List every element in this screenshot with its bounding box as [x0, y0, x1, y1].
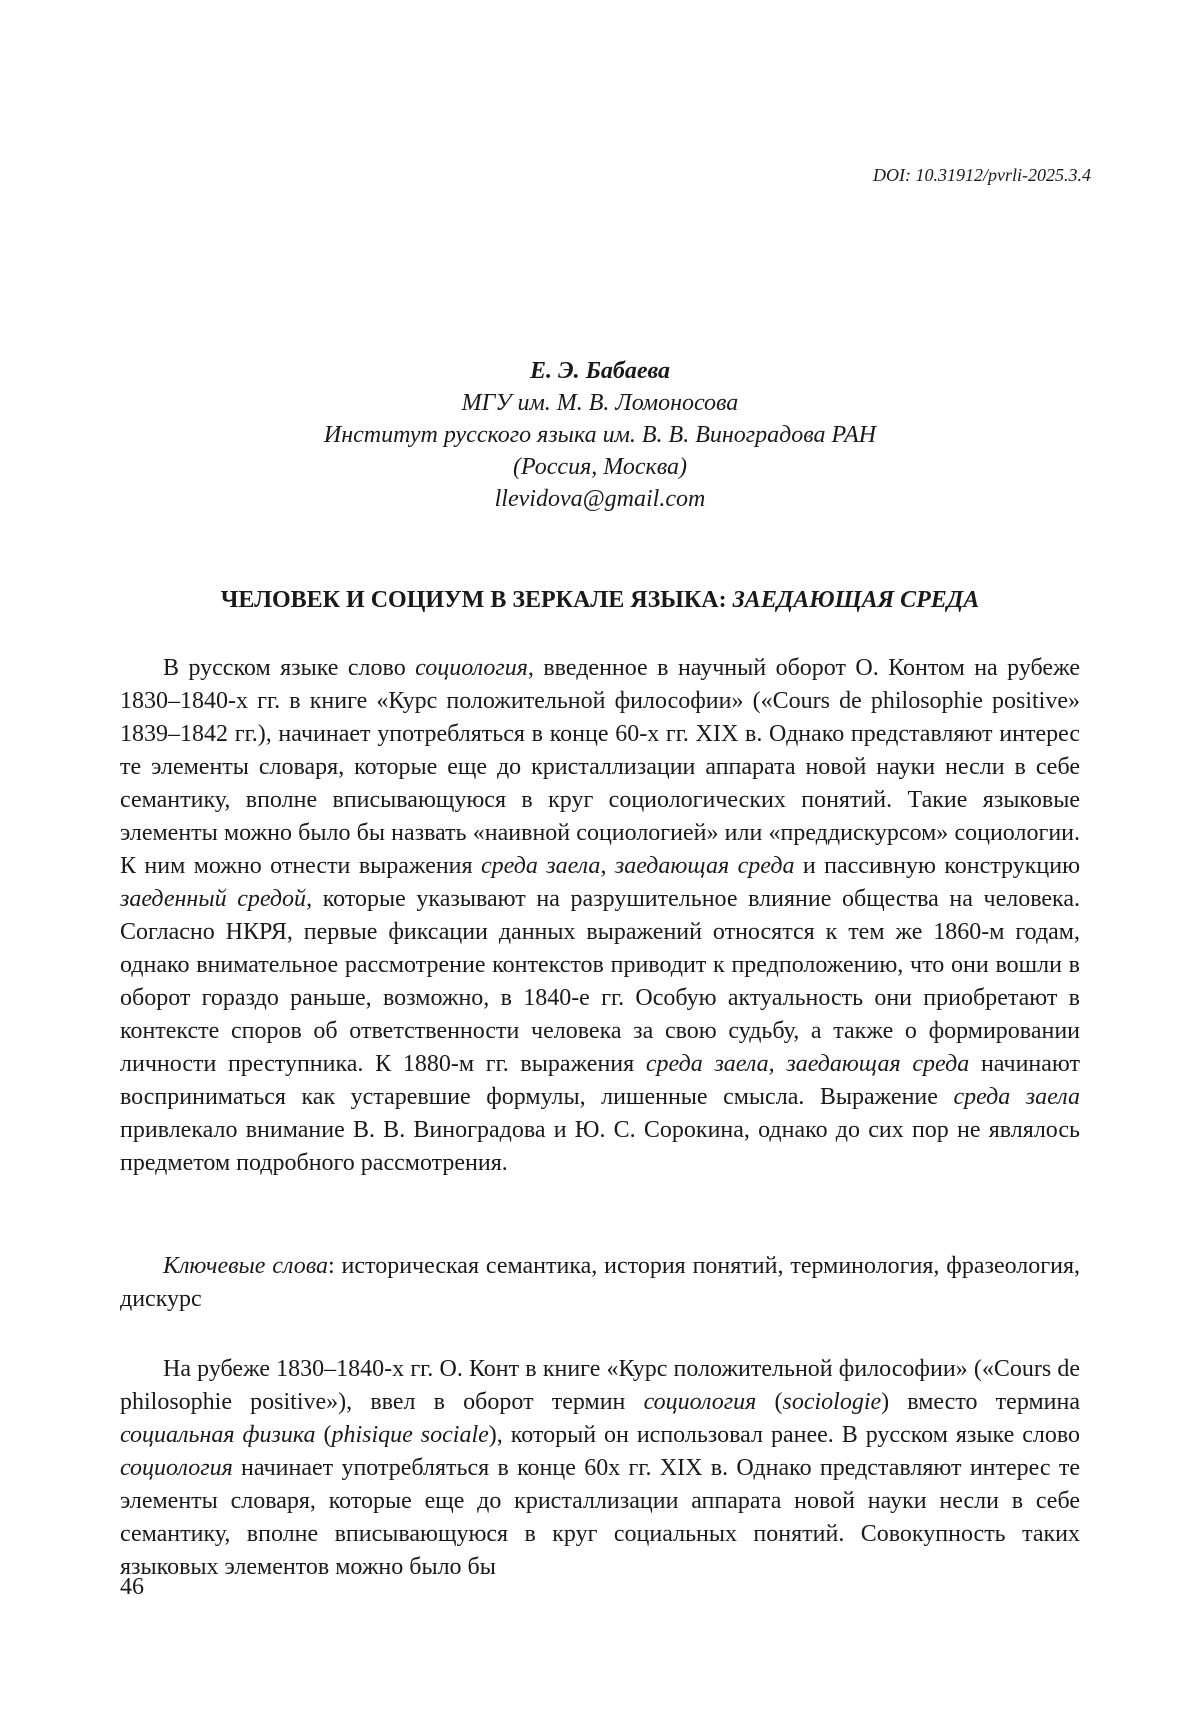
page-number: 46	[120, 1574, 144, 1600]
body-term: sociologie	[782, 1389, 882, 1415]
body-term: социальная физика	[120, 1422, 316, 1448]
abstract-text: , введенное в научный оборот О. Контом на рубеже 1830–1840-х гг. в книге «Курс положительной философии» («Cours de philosophie positive» 1839–1842 гг.), начинает употребляться в конце 60-х гг. XIX в. Однако представляют интерес те элементы словаря, которые еще до кристаллизации аппарата новой науки несли в себе семантику, вполне вписывающуюся в круг социологических понятий. Такие языковые элементы можно было бы назвать «наивной социологией» или «преддискурсом» социологии. К ним можно отнести выражения	[120, 655, 1080, 879]
abstract-term: среда заела, заедающая среда	[645, 1051, 970, 1077]
abstract-term: социология	[415, 655, 528, 681]
abstract-text: В русском языке слово	[163, 655, 416, 681]
keywords	[120, 1250, 1080, 1316]
body-text-run: На рубеже 1830–1840-х гг. О. Конт в книге «Курс положительной философии» («Cours de philosophie positive»), ввел в оборот термин	[120, 1356, 1080, 1415]
author-affiliation-university: МГУ им. М. В. Ломоносова	[461, 390, 739, 416]
abstract-paragraph	[120, 652, 1080, 1180]
body-text-run: (	[315, 1422, 332, 1448]
title-italic: ЗАЕДАЮЩАЯ СРЕДА	[732, 587, 980, 613]
body-text-run: начинает употребляться в конце 60х гг. XIX в. Однако представляют интерес те элементы словаря, которые еще до кристаллизации аппарата новой науки несли в себе семантику, вполне вписывающуюся в круг социальных понятий. Совокупность таких языковых элементов можно было бы	[120, 1455, 1080, 1580]
body-term: социология	[120, 1455, 233, 1481]
keywords-label: Ключевые слова	[163, 1253, 328, 1279]
abstract-text: , которые указывают на разрушительное влияние общества на человека. Согласно НКРЯ, первые фиксации данных выражений относятся к тем же 1860-м годам, однако внимательное рассмотрение контекстов приводит к предположению, что они вошли в оборот гораздо раньше, возможно, в 1840-е гг. Особую актуальность они приобретают в контексте споров об ответственности человека за свою судьбу, а также о формировании личности преступника. К 1880-м гг. выражения	[120, 886, 1080, 1077]
abstract-term: заеденный средой	[120, 886, 307, 912]
abstract-text: привлекало внимание В. В. Виноградова и Ю. С. Сорокина, однако до сих пор не являлось предметом подробного рассмотрения.	[120, 1117, 1080, 1176]
abstract-text: и пассивную конструкцию	[794, 853, 1081, 879]
author-name: Е. Э. Бабаева	[529, 358, 671, 384]
keywords-paragraph	[120, 1250, 1080, 1316]
body-text	[120, 1353, 1080, 1584]
body-text-run: ), который он использовал ранее. В русском языке слово	[488, 1422, 1080, 1448]
keywords-list: : историческая семантика, история понятий, терминология, фразеология, дискурс	[120, 1253, 1080, 1312]
abstract-term: среда заела	[480, 853, 601, 879]
title-main: ЧЕЛОВЕК И СОЦИУМ В ЗЕРКАЛЕ ЯЗЫКА:	[220, 587, 733, 613]
body-text-run: (	[756, 1389, 783, 1415]
author-block	[120, 355, 1080, 515]
abstract-text: ,	[600, 853, 615, 879]
body-term: phisique sociale	[331, 1422, 489, 1448]
author-location: (Россия, Москва)	[512, 454, 688, 480]
body-term: социология	[643, 1389, 757, 1415]
body-paragraph	[120, 1353, 1080, 1584]
doi-line: DOI: 10.31912/pvrli-2025.3.4	[873, 165, 1091, 185]
body-text-run: ) вместо термина	[881, 1389, 1080, 1415]
author-email: llevidova@gmail.com	[494, 486, 706, 512]
author-affiliation-institute: Институт русского языка им. В. В. Виноградова РАН	[323, 422, 877, 448]
abstract	[120, 652, 1080, 1180]
abstract-term: заедающая среда	[614, 853, 795, 879]
article-title	[120, 585, 1080, 615]
abstract-term: среда заела	[953, 1084, 1080, 1110]
abstract-text: начинают восприниматься как устаревшие формулы, лишенные смысла. Выражение	[120, 1051, 1081, 1110]
